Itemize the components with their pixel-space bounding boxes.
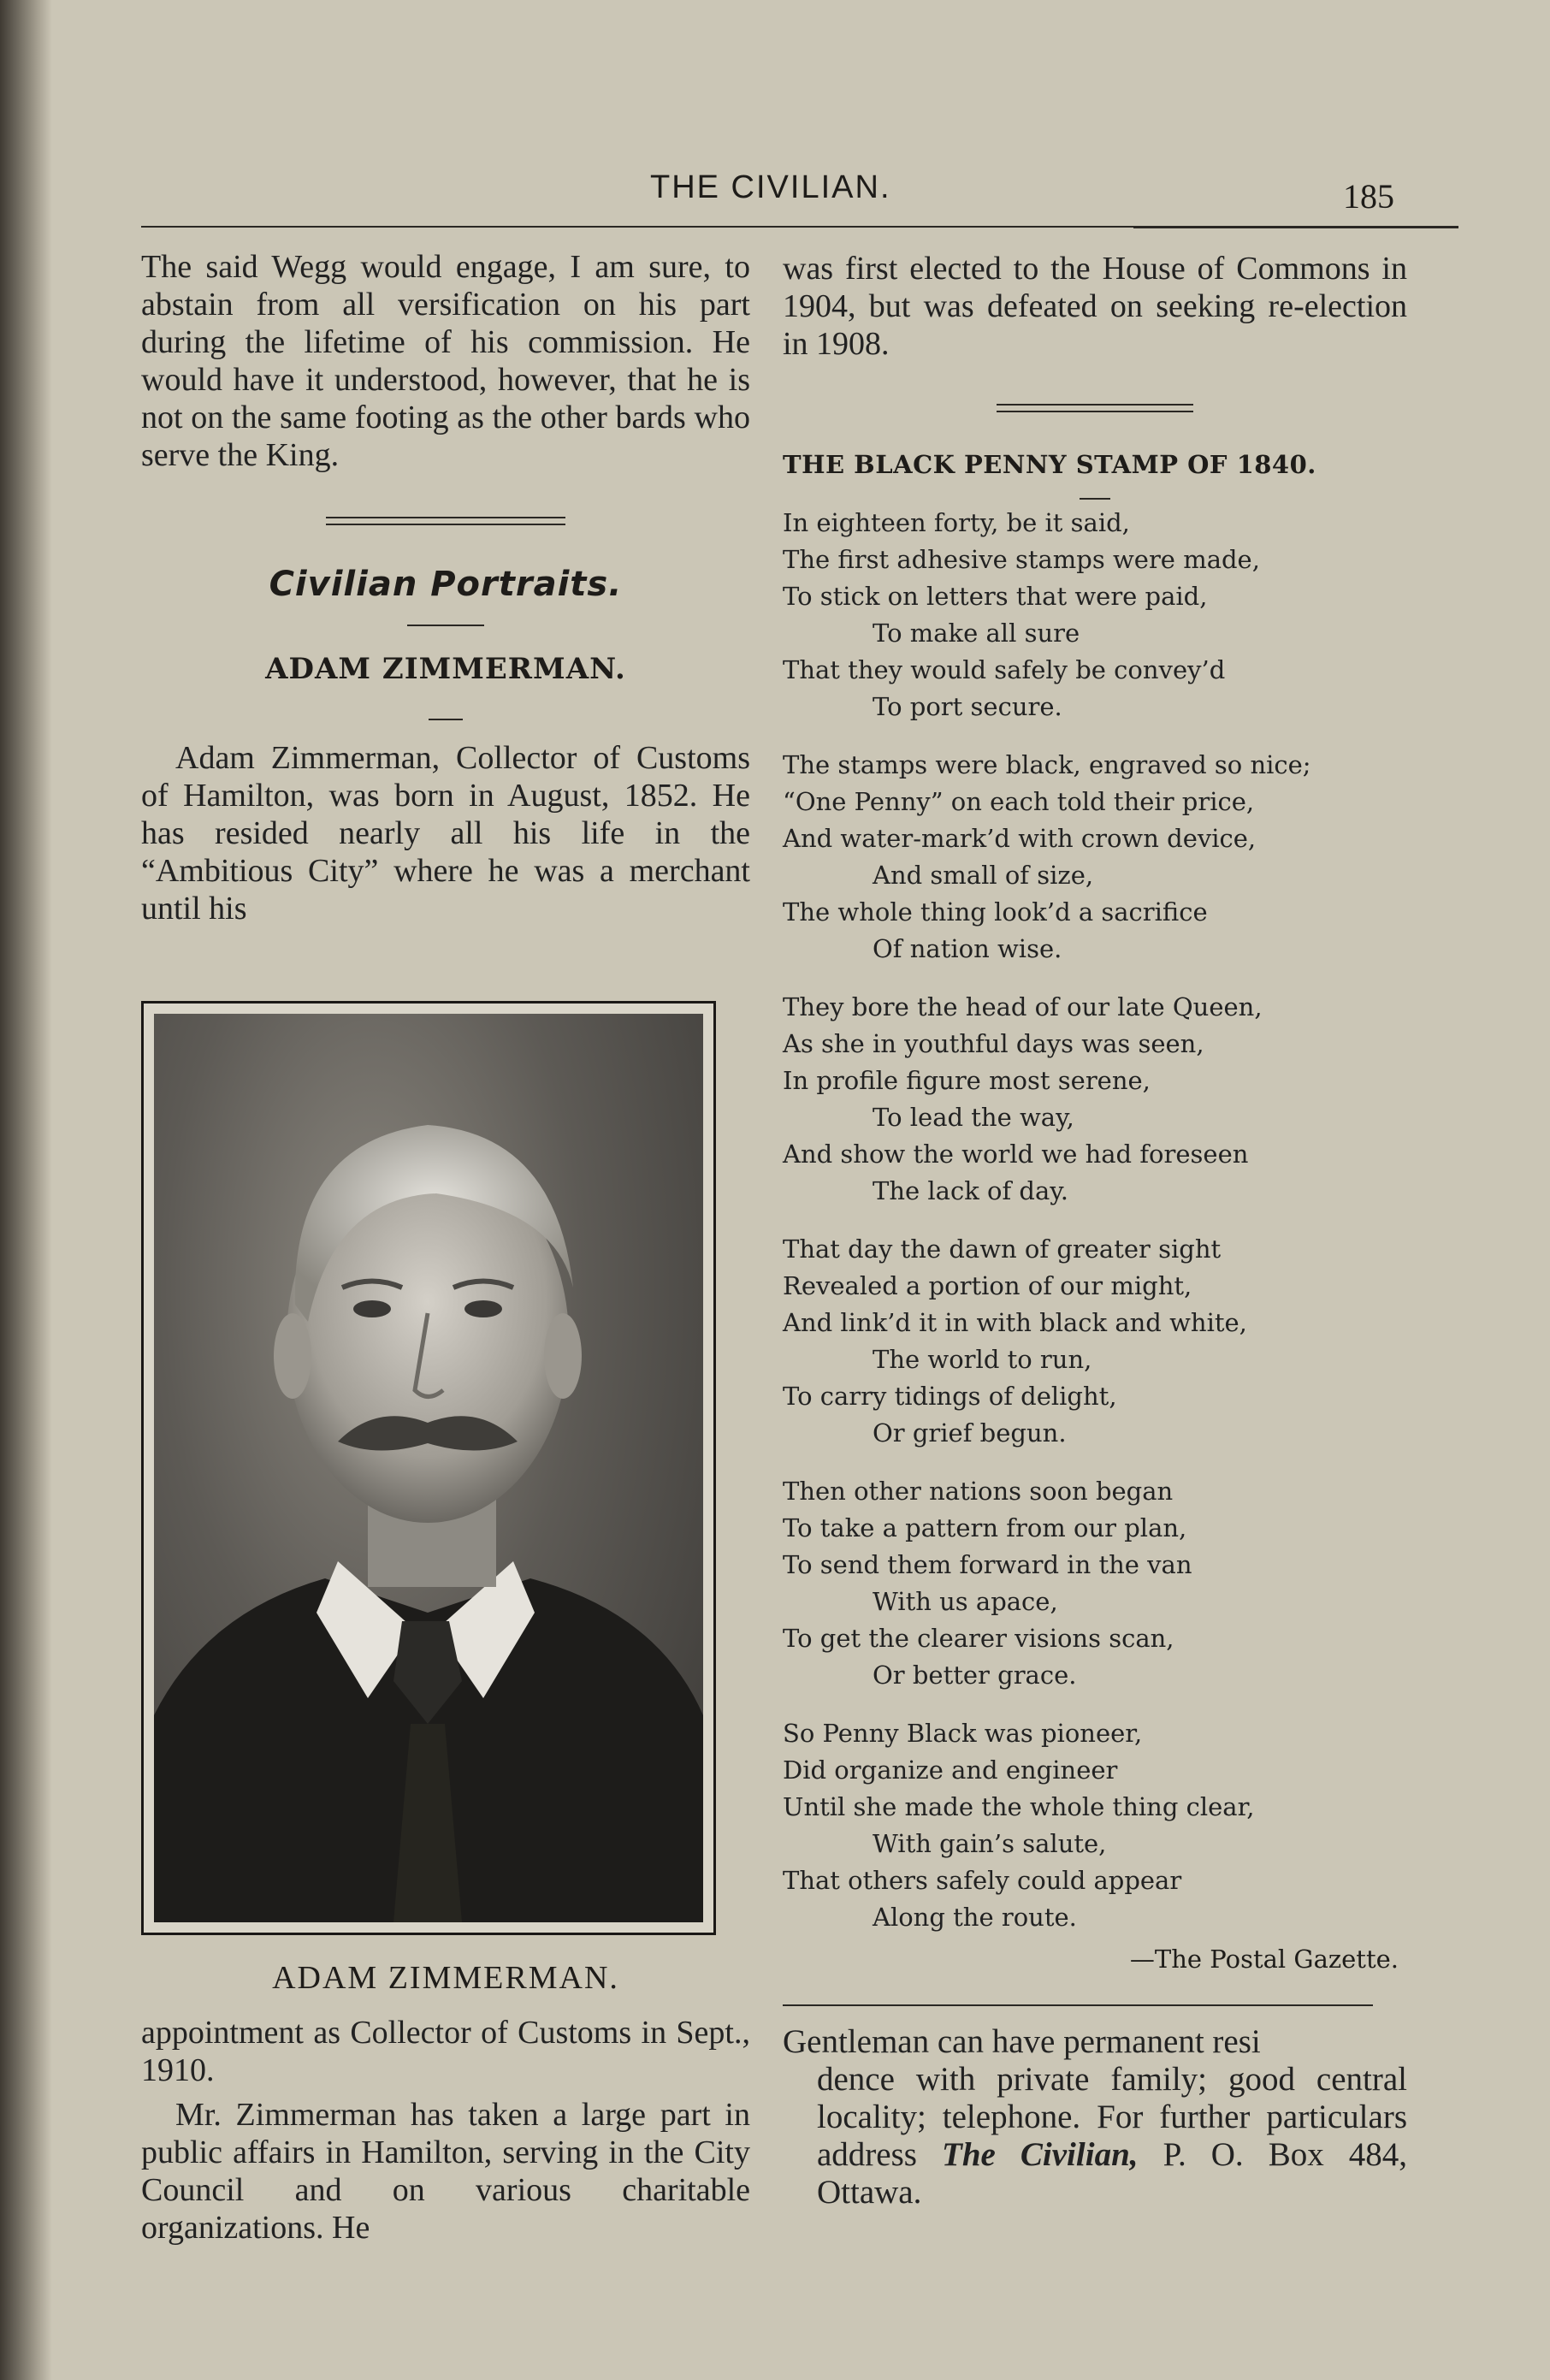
- poem-line: The stamps were black, engraved so nice;: [783, 750, 1311, 779]
- advertisement-rule: [783, 2004, 1373, 2006]
- poem-line: Of nation wise.: [873, 934, 1062, 963]
- poem-line: And small of size,: [873, 861, 1094, 890]
- poem-line: As she in youthful days was seen,: [783, 1029, 1204, 1058]
- poem-line: The first adhesive stamps were made,: [783, 545, 1260, 574]
- article-title: ADAM ZIMMERMAN.: [265, 652, 626, 686]
- poem-stanza-3: [783, 989, 1407, 1210]
- header-rule-left: [141, 226, 1202, 228]
- poem-line: The whole thing look’d a sacrifice: [783, 897, 1208, 927]
- poem-line: Then other nations soon began: [783, 1477, 1174, 1506]
- poem-attribution: —The Postal Gazette.: [1129, 1945, 1399, 1974]
- poem-line: Along the route.: [873, 1903, 1077, 1932]
- section-divider: [326, 517, 565, 525]
- poem-line: Did organize and engineer: [783, 1755, 1118, 1785]
- header-rule-right: [1133, 226, 1458, 228]
- poem-line: That others safely could appear: [783, 1866, 1182, 1895]
- poem-line: With gain’s salute,: [873, 1829, 1107, 1858]
- photo-caption: ADAM ZIMMERMAN.: [272, 1960, 619, 1996]
- book-binding: [0, 0, 51, 2380]
- poem-line: With us apace,: [873, 1587, 1058, 1616]
- poem-line: Or grief begun.: [873, 1418, 1067, 1448]
- poem-stanza-1: [783, 505, 1407, 725]
- advertisement-first-line: Gentleman can have permanent resi: [783, 2023, 1261, 2060]
- continued-paragraph: was first elected to the House of Commons in 1904, but was defeated on seeking re-election in 1908.: [783, 251, 1407, 362]
- poem-line: And show the world we had foreseen: [783, 1140, 1249, 1169]
- article-paragraph-3: Mr. Zimmerman has taken a large part in public affairs in Hamilton, serving in the City Council and on various charitable organizations. He: [141, 2097, 750, 2246]
- advertisement-address: P. O. Box 484, Ottawa.: [817, 2136, 1408, 2211]
- poem-divider: [997, 404, 1193, 412]
- poem-title: THE BLACK PENNY STAMP OF 1840.: [783, 450, 1316, 479]
- poem-line: “One Penny” on each told their price,: [783, 787, 1255, 816]
- article-paragraph-1: Adam Zimmerman, Collector of Customs of Hamilton, was born in August, 1852. He has resided nearly all his life in the “Ambitious City” where he was a merchant until his: [141, 740, 750, 927]
- section-title: Civilian Portraits.: [269, 565, 623, 604]
- poem-line: To get the clearer visions scan,: [783, 1624, 1174, 1653]
- intro-paragraph: The said Wegg would engage, I am sure, to abstain from all versification on his part during the lifetime of his commission. He would have it understood, however, that he is not on the same footing as the other bards who serve the King.: [141, 249, 750, 473]
- left-column: [141, 248, 750, 927]
- poem-line: In eighteen forty, be it said,: [783, 508, 1130, 537]
- poem-line: So Penny Black was pioneer,: [783, 1719, 1143, 1748]
- portrait-frame: [141, 1001, 716, 1935]
- poem-line: And water-mark’d with crown device,: [783, 824, 1257, 853]
- poem-line: The world to run,: [873, 1345, 1092, 1374]
- poem-line: Until she made the whole thing clear,: [783, 1792, 1255, 1821]
- poem-stanza-5: [783, 1473, 1407, 1694]
- poem-line: To take a pattern from our plan,: [783, 1513, 1187, 1542]
- poem-body: [783, 505, 1407, 1936]
- title-rule: [407, 625, 484, 626]
- poem-line: To lead the way,: [873, 1103, 1074, 1132]
- poem-line: In profile figure most serene,: [783, 1066, 1151, 1095]
- advertisement-publication: The Civilian,: [942, 2136, 1139, 2173]
- left-column-lower: [141, 1959, 750, 2247]
- article-rule: [429, 719, 463, 720]
- poem-line: And link’d it in with black and white,: [783, 1308, 1247, 1337]
- advertisement-body: [783, 2061, 1407, 2211]
- poem-title-rule: [1080, 498, 1110, 500]
- poem-line: Or better grace.: [873, 1661, 1077, 1690]
- running-head: THE CIVILIAN.: [650, 169, 891, 205]
- portrait-illustration: [154, 1014, 703, 1922]
- right-column: [783, 250, 1407, 2211]
- poem-stanza-2: [783, 747, 1407, 968]
- poem-line: To carry tidings of delight,: [783, 1382, 1117, 1411]
- poem-line: To stick on letters that were paid,: [783, 582, 1208, 611]
- poem-line: They bore the head of our late Queen,: [783, 992, 1263, 1021]
- poem-line: Revealed a portion of our might,: [783, 1271, 1192, 1300]
- poem-stanza-6: [783, 1715, 1407, 1936]
- portrait-photo: [154, 1014, 703, 1922]
- poem-line: To port secure.: [873, 692, 1062, 721]
- advertisement-text: dence with private family; good central locality; telephone. For further particulars address: [817, 2061, 1407, 2173]
- poem-stanza-4: [783, 1231, 1407, 1452]
- page: [51, 0, 1550, 2380]
- poem-line: To send them forward in the van: [783, 1550, 1192, 1579]
- page-number: 185: [1343, 177, 1394, 216]
- poem-line: That day the dawn of greater sight: [783, 1234, 1222, 1264]
- poem-line: To make all sure: [873, 619, 1080, 648]
- poem-line: The lack of day.: [873, 1176, 1069, 1205]
- advertisement: [783, 2023, 1407, 2211]
- poem-line: That they would safely be convey’d: [783, 655, 1226, 684]
- article-paragraph-2: appointment as Collector of Customs in Sept., 1910.: [141, 2015, 750, 2088]
